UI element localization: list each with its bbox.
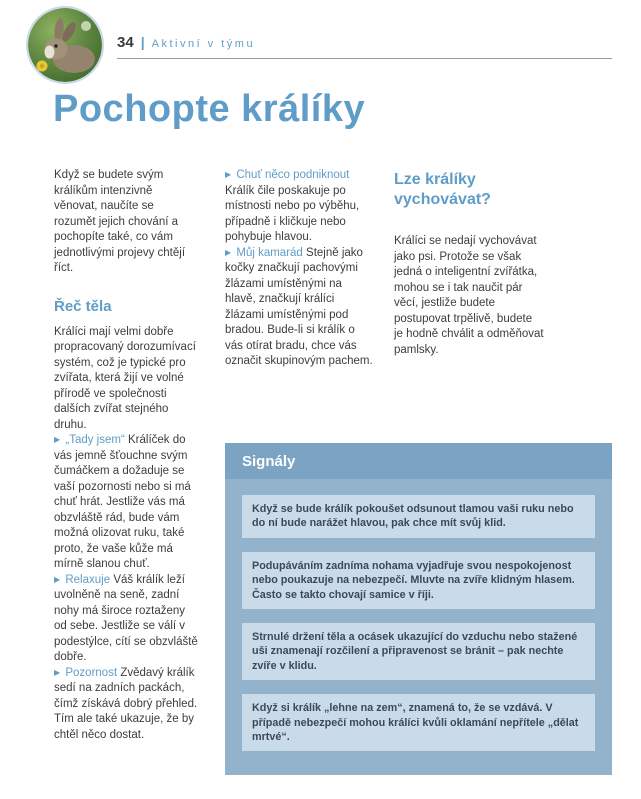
column-left — [54, 168, 198, 743]
signal-item: Když si králík „lehne na zem“, znamená to, že se vzdává. V případě nebezpečí mohou králíci kvůli oklamání nepřítele „dělat mrtvé“. — [242, 694, 595, 751]
bullet-triangle-icon: ▶ — [54, 667, 61, 677]
signal-item: Strnulé držení těla a ocásek ukazující do vzduchu nebo stažené uši znamenají rozčilení a připravenost se bránit – pak nechte zvíře v klidu. — [242, 623, 595, 680]
column-right — [394, 168, 544, 358]
column-middle — [225, 168, 374, 370]
body-paragraph: Králíci mají velmi dobře propracovaný dorozumívací systém, což je typické pro zvířata, která žijí ve volné přírodě ve společnosti dalších zvířat stejného druhu. — [54, 325, 196, 431]
bullet-item-pozornost — [54, 666, 198, 744]
bullet-triangle-icon: ▶ — [225, 247, 232, 257]
signal-item: Když se bude králík pokoušet odsunout tlamou vaši ruku nebo do ní bude narážet hlavou, pak chce mít svůj klid. — [242, 495, 595, 538]
header-separator: | — [140, 34, 145, 50]
bullet-keyword: Můj kamarád — [236, 246, 303, 259]
bullet-triangle-icon: ▶ — [225, 170, 232, 179]
bullet-keyword: Chuť něco podniknout — [236, 169, 350, 181]
page-title: Pochopte králíky — [53, 88, 366, 130]
header-rule — [117, 58, 612, 59]
chapter-title: Aktivní v týmu — [151, 38, 256, 50]
section-heading-lze-kraliky-vychovavat: Lze králíky vychovávat? — [394, 171, 491, 208]
signal-item: Podupáváním zadníma nohama vyjadřuje svou nespokojenost nebo poukazuje na nebezpečí. Mluvte na zvíře klidným hlasem. Často se takto chovají samice v říji. — [242, 552, 595, 609]
bullet-item-tady-jsem — [54, 433, 198, 573]
section-heading-rec-tela: Řeč těla — [54, 297, 112, 315]
bullet-item-relaxuje — [54, 573, 198, 666]
bullet-text: Králík čile poskakuje po místnosti nebo po výběhu, případně i kličkuje nebo pohybuje hlavou. — [225, 184, 360, 243]
bullet-triangle-icon: ▶ — [54, 574, 61, 584]
rabbit-illustration — [28, 8, 102, 82]
signals-panel-title: Signály — [225, 443, 612, 479]
page-number: 34 — [117, 34, 134, 51]
bullet-keyword: „Tady jsem“ — [65, 434, 125, 446]
bullet-item-muj-kamarad — [225, 246, 374, 370]
body-paragraph: Králíci se nedají vychovávat jako psi. Protože se však jedná o inteligentní zvířátka, mohou se i tak naučit pár věcí, jestliže budete postupovat trpělivě, budete je hodně chválit a odměňovat pamlsky. — [394, 235, 544, 356]
signals-list — [225, 479, 612, 767]
signals-panel — [225, 443, 612, 775]
bullet-text: Králíček do vás jemně šťouchne svým čumáčkem a dožaduje se vaší pozornosti nebo si má chuť hrát. Jestliže vás má obzvláště rád, bude vám možná olizovat ruku, také proto, že vaše kůže má mírně slanou chuť. — [54, 434, 191, 570]
bullet-text: Váš králík leží uvolněně na seně, zadní nohy má široce roztaženy od sebe. Jestliže se válí v podestýlce, cítí se obzvláště dobře. — [54, 573, 198, 663]
bullet-keyword: Relaxuje — [65, 573, 111, 586]
rabbit-photo — [26, 6, 104, 84]
page-header — [117, 34, 255, 51]
intro-paragraph: Když se budete svým králíkům intenzivně věnovat, naučíte se rozumět jejich chování a pochopíte také, co vám jednotlivými projevy chtějí říct. — [54, 169, 186, 274]
bullet-text: Zvědavý králík sedí na zadních packách, čímž získává dobrý přehled. Tím ale také ukazuje, že by chtěl něco dostat. — [54, 666, 198, 741]
bullet-keyword: Pozornost — [65, 666, 118, 679]
bullet-text: Stejně jako kočky značkují pachovými žlázami umístěnými na hlavě, značkují králíci žlázami umístěnými pod bradou. Bude-li si králík o vás otírat bradu, chce vás označit skupinovým pachem. — [225, 246, 373, 367]
bullet-item-chut-neco-podniknout — [225, 168, 374, 246]
bullet-triangle-icon: ▶ — [54, 435, 61, 444]
